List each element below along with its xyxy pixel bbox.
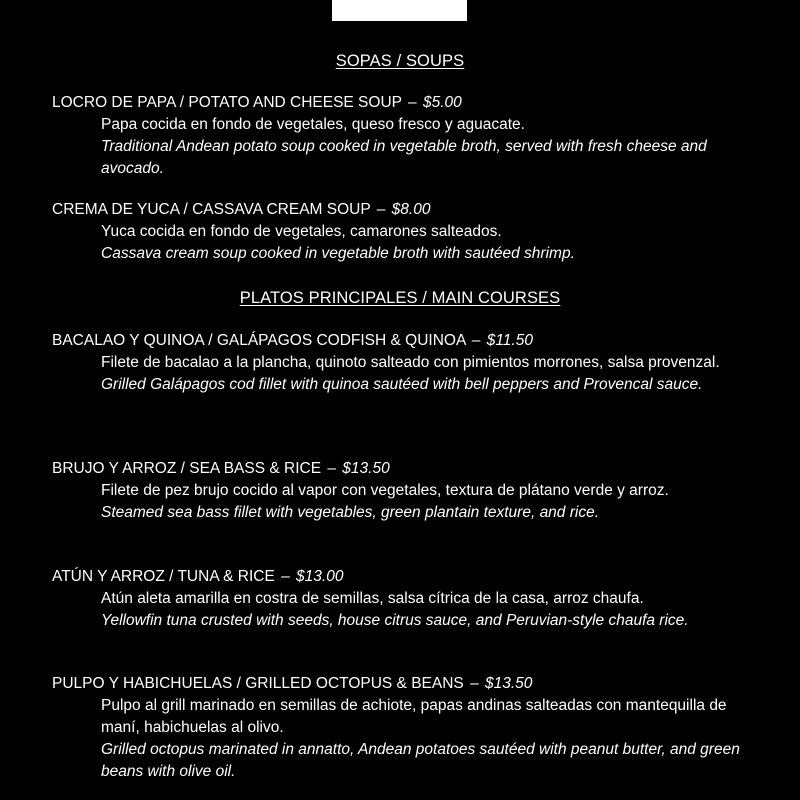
item-description-es: Filete de pez brujo cocido al vapor con vegetales, textura de plátano verde y arroz. (101, 482, 669, 499)
item-price: $8.00 (391, 201, 431, 218)
item-name: CREMA DE YUCA / CASSAVA CREAM SOUP (52, 201, 371, 218)
top-tab (332, 0, 467, 21)
item-name: BRUJO Y ARROZ / SEA BASS & RICE (52, 460, 322, 477)
item-description-en: Traditional Andean potato soup cooked in vegetable broth, served with fresh cheese and avocado. (101, 138, 707, 177)
item-description-en: Steamed sea bass fillet with vegetables, green plantain texture, and rice. (101, 504, 600, 521)
separator: – (408, 94, 417, 111)
item-description-en: Cassava cream soup cooked in vegetable broth with sautéed shrimp. (101, 245, 575, 262)
item-price: $13.00 (296, 568, 344, 585)
item-price: $11.50 (486, 332, 533, 349)
item-name: BACALAO Y QUINOA / GALÁPAGOS CODFISH & QUINOA (52, 332, 466, 349)
separator: – (281, 568, 290, 585)
separator: – (376, 201, 386, 218)
item-description-en: Yellowfin tuna crusted with seeds, house citrus sauce, and Peruvian-style chaufa rice. (101, 612, 689, 629)
menu-item-brujo (52, 458, 772, 524)
item-title (52, 199, 772, 221)
section-title-main-courses: PLATOS PRINCIPALES / MAIN COURSES (239, 289, 561, 307)
item-title (52, 330, 772, 352)
item-name: ATÚN Y ARROZ / TUNA & RICE (52, 568, 275, 585)
menu-item-crema-yuca (52, 199, 772, 265)
item-description-es: Pulpo al grill marinado en semillas de achiote, papas andinas salteadas con mantequilla de maní, habichuelas al olivo. (101, 697, 727, 736)
item-description-es: Papa cocida en fondo de vegetales, queso fresco y aguacate. (101, 116, 525, 133)
item-description-en: Grilled Galápagos cod fillet with quinoa sautéed with bell peppers and Provencal sauce. (101, 376, 703, 393)
item-price: $5.00 (422, 94, 462, 111)
menu-item-atun (52, 566, 772, 632)
item-title (52, 566, 772, 588)
separator: – (470, 675, 479, 692)
item-name: PULPO Y HABICHUELAS / GRILLED OCTOPUS & BEANS (52, 675, 464, 692)
item-description-es: Yuca cocida en fondo de vegetales, camarones salteados. (101, 223, 502, 240)
item-name: LOCRO DE PAPA / POTATO AND CHEESE SOUP (52, 94, 402, 111)
menu-item-pulpo (52, 673, 772, 783)
item-description-es: Atún aleta amarilla en costra de semillas, salsa cítrica de la casa, arroz chaufa. (101, 590, 644, 607)
section-title-soups: SOPAS / SOUPS (335, 52, 465, 70)
item-price: $13.50 (485, 675, 533, 692)
item-price: $13.50 (342, 460, 390, 477)
item-title (52, 92, 772, 114)
separator: – (471, 332, 481, 349)
item-title (52, 673, 772, 695)
item-description-en: Grilled octopus marinated in annatto, Andean potatoes sautéed with peanut butter, and green beans with olive oil. (101, 741, 740, 780)
item-title (52, 458, 772, 480)
menu-item-bacalao (52, 330, 772, 396)
separator: – (327, 460, 336, 477)
item-description-es: Filete de bacalao a la plancha, quinoto salteado con pimientos morrones, salsa provenzal. (101, 354, 720, 371)
menu-item-locro (52, 92, 772, 180)
